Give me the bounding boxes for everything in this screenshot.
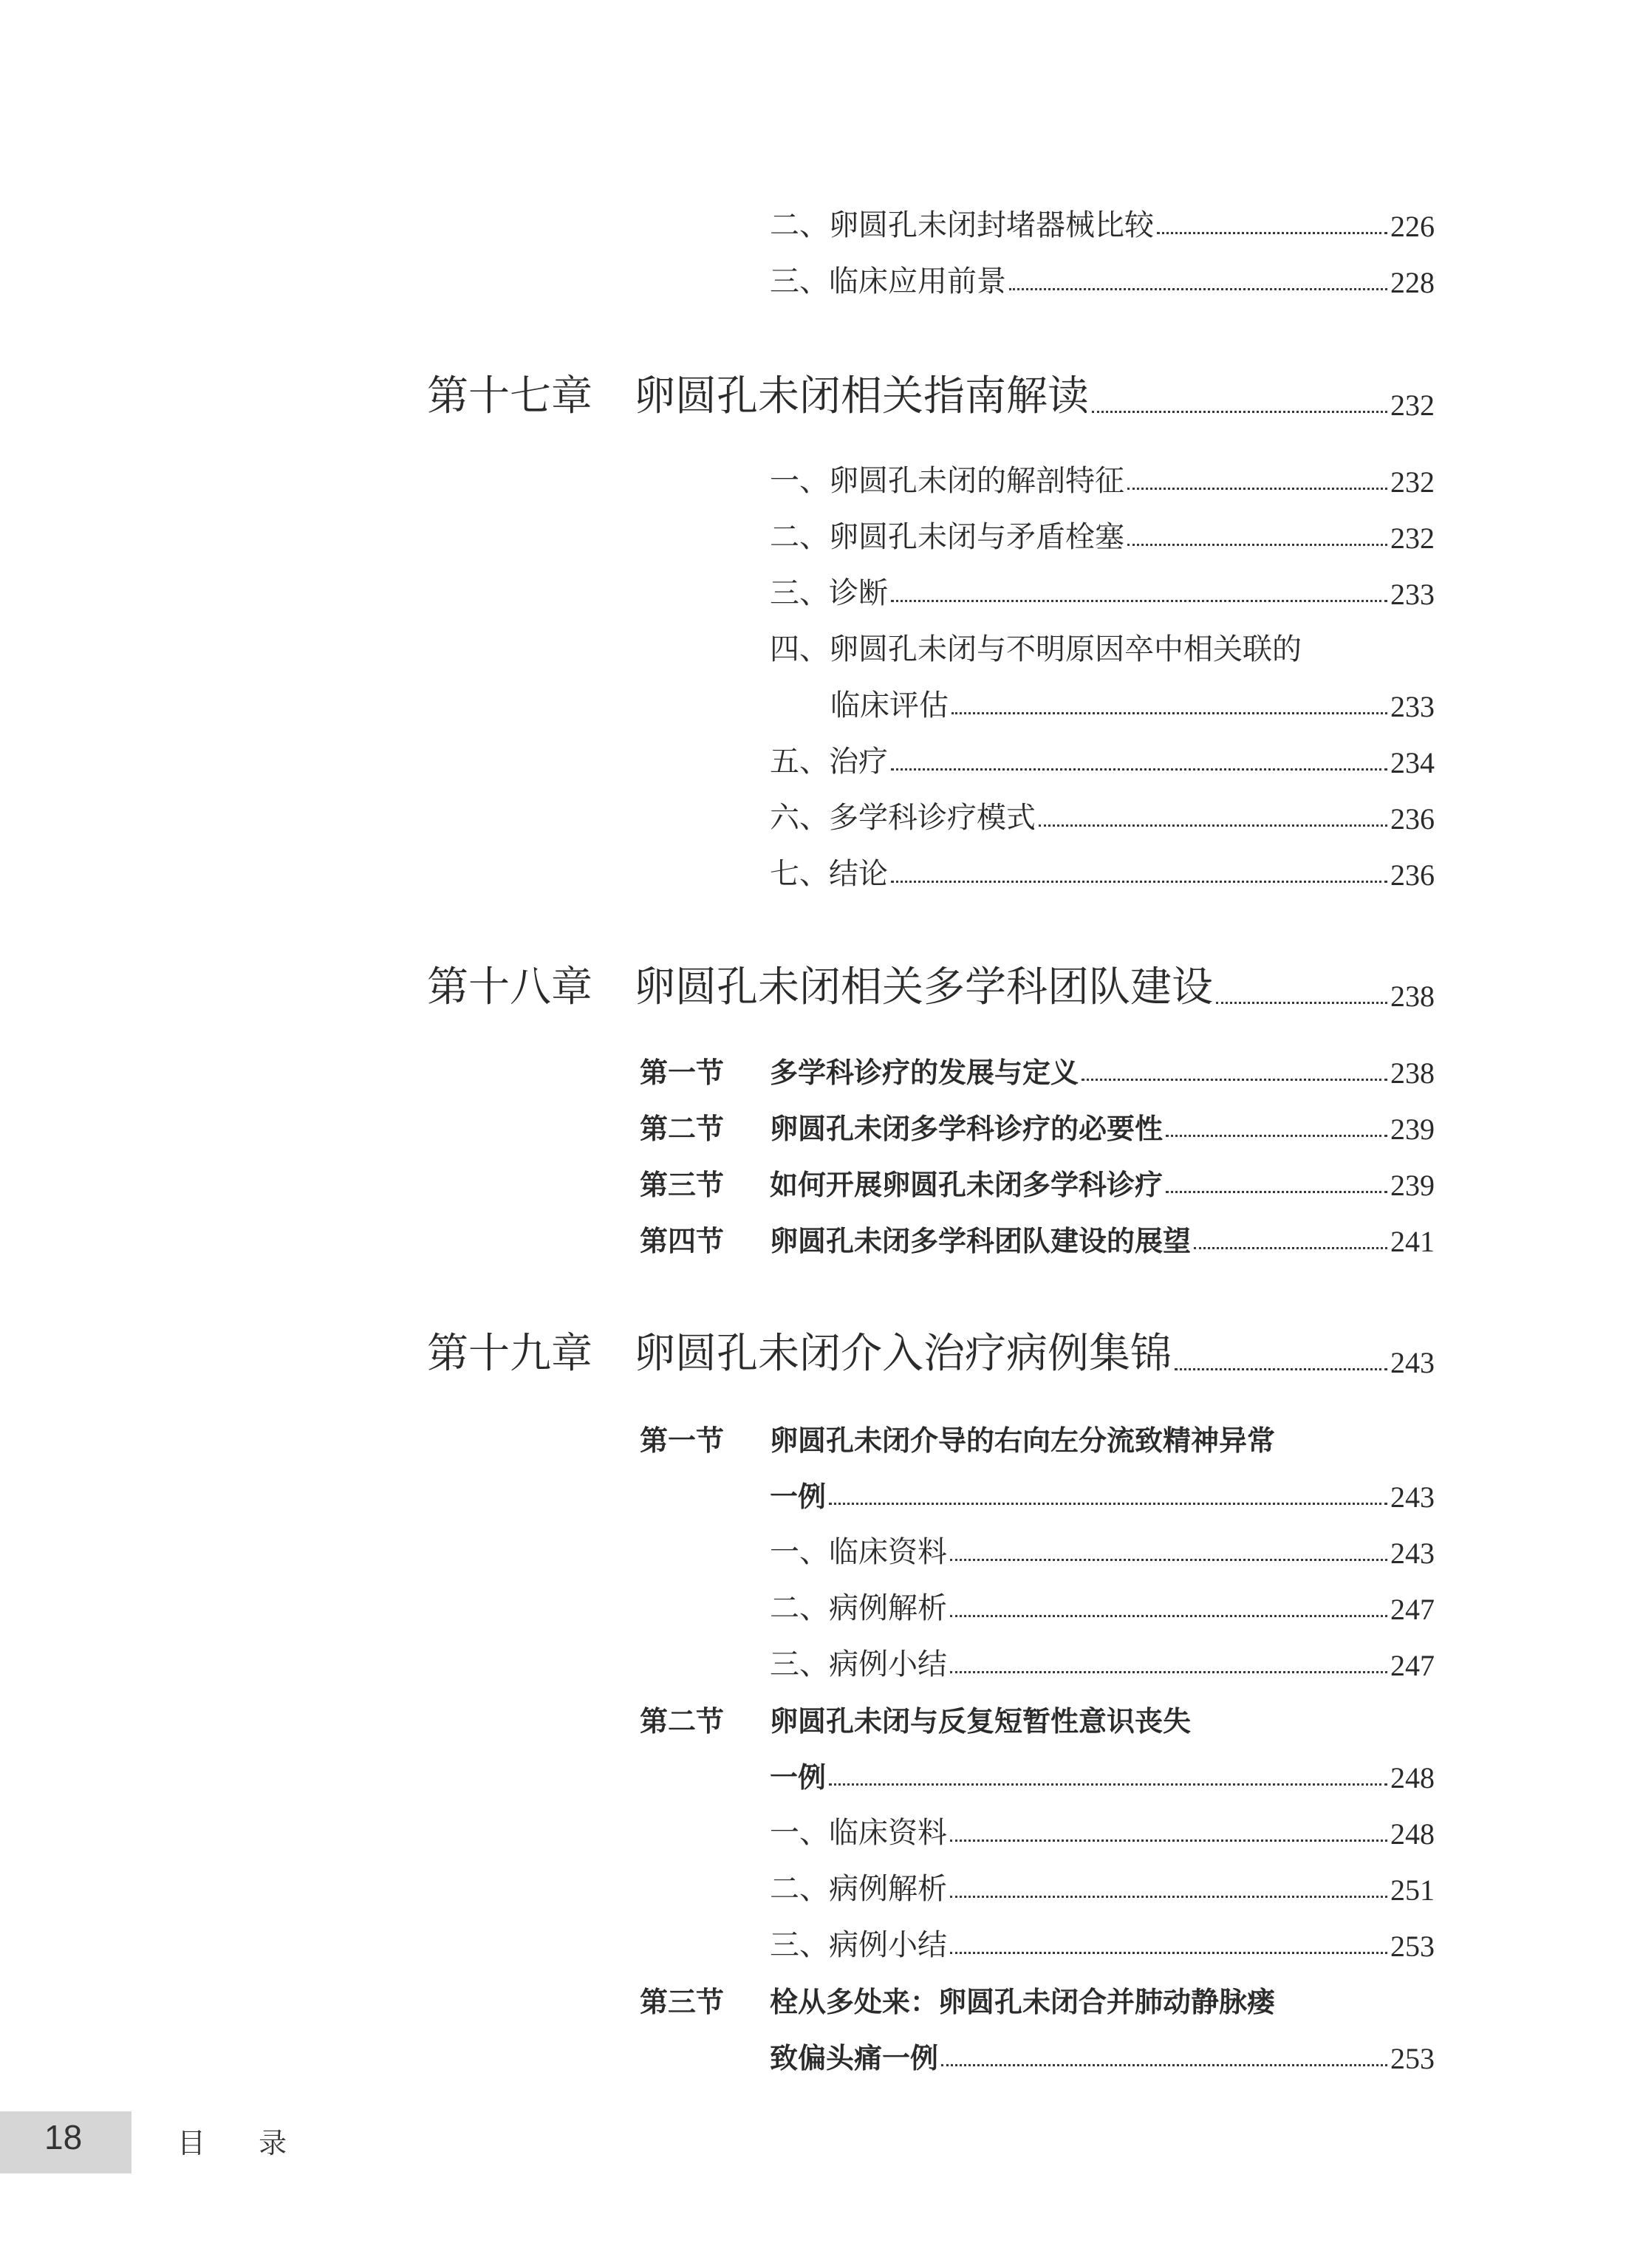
item-title: 病例解析	[829, 1591, 947, 1625]
dot-leader	[1039, 824, 1387, 827]
page-number: 247	[1390, 1593, 1435, 1626]
item-label: 二、	[770, 1591, 829, 1625]
item-title: 临床资料	[829, 1816, 947, 1850]
item-label: 三、	[770, 1647, 829, 1681]
toc-chapter	[427, 1324, 1435, 1380]
dot-leader	[1127, 488, 1387, 490]
page-number: 243	[1390, 1480, 1435, 1514]
page-number: 241	[1390, 1225, 1435, 1258]
page-number: 238	[1390, 1056, 1435, 1090]
item-label: 二、	[770, 1872, 829, 1906]
dot-leader	[829, 1783, 1387, 1786]
toc-item	[770, 1922, 1435, 1964]
item-title: 结论	[829, 857, 888, 891]
section-title: 卵圆孔未闭介导的右向左分流致精神异常	[770, 1424, 1276, 1457]
footer-page-number: 18	[44, 2118, 83, 2156]
item-label: 一、	[770, 1816, 829, 1850]
item-label: 四、	[770, 632, 829, 666]
toc-item	[770, 458, 1435, 499]
item-label: 七、	[770, 857, 829, 891]
page-number: 233	[1390, 578, 1435, 611]
page-number: 239	[1390, 1113, 1435, 1146]
dot-leader	[1092, 411, 1387, 413]
dot-leader	[950, 1615, 1387, 1617]
toc-item	[770, 1810, 1435, 1851]
item-label: 一、	[770, 1535, 829, 1569]
dot-leader	[1166, 1135, 1387, 1137]
footer-section-label: 目 录	[177, 2127, 310, 2159]
toc-item	[770, 1642, 1435, 1683]
page-number: 248	[1390, 1817, 1435, 1851]
toc-item	[770, 1529, 1435, 1571]
item-label: 三、	[770, 264, 829, 298]
section-label: 第二节	[640, 1705, 725, 1738]
item-title: 卵圆孔未闭封堵器械比较	[829, 208, 1154, 242]
toc-section-continuation	[770, 1473, 1435, 1514]
item-title: 临床应用前景	[829, 264, 1006, 298]
page-number: 236	[1390, 858, 1435, 892]
dot-leader	[891, 881, 1387, 883]
toc-section	[640, 1217, 1435, 1259]
section-label: 第三节	[640, 1169, 725, 1201]
toc-item	[770, 570, 1435, 612]
section-title: 卵圆孔未闭多学科团队建设的展望	[770, 1225, 1192, 1257]
dot-leader	[951, 712, 1387, 714]
toc-item	[770, 1585, 1435, 1627]
page-number: 253	[1390, 2042, 1435, 2075]
page-number: 239	[1390, 1169, 1435, 1202]
item-label: 二、	[770, 208, 829, 242]
item-label: 二、	[770, 520, 829, 554]
dot-leader	[950, 1559, 1387, 1561]
toc-item	[770, 514, 1435, 556]
section-label: 第三节	[640, 1986, 725, 2018]
toc-item	[770, 1866, 1435, 1907]
dot-leader	[941, 2064, 1387, 2066]
dot-leader	[950, 1952, 1387, 1954]
section-label: 第四节	[640, 1225, 725, 1257]
dot-leader	[1216, 1002, 1387, 1004]
page-number: 251	[1390, 1874, 1435, 1907]
item-title: 病例小结	[829, 1647, 947, 1681]
page-number: 247	[1390, 1649, 1435, 1682]
toc-section	[640, 1105, 1435, 1147]
chapter-label: 第十九章	[427, 1330, 592, 1378]
chapter-label: 第十七章	[427, 372, 592, 420]
item-title: 临床评估	[830, 689, 949, 723]
item-title: 卵圆孔未闭的解剖特征	[829, 464, 1124, 498]
toc-section	[640, 1978, 1435, 2020]
item-label: 三、	[770, 1928, 829, 1962]
dot-leader	[950, 1840, 1387, 1842]
dot-leader	[950, 1896, 1387, 1898]
chapter-title: 卵圆孔未闭相关指南解读	[634, 372, 1089, 420]
toc-item	[770, 202, 1435, 244]
section-label: 第一节	[640, 1424, 725, 1457]
section-title: 一例	[770, 1761, 827, 1794]
toc-section	[640, 1049, 1435, 1090]
page-number: 253	[1390, 1930, 1435, 1963]
page-number: 228	[1390, 266, 1435, 299]
toc-section	[640, 1698, 1435, 1739]
item-title: 临床资料	[829, 1535, 947, 1569]
item-label: 三、	[770, 576, 829, 610]
dot-leader	[1127, 544, 1387, 546]
section-title: 致偏头痛一例	[770, 2042, 939, 2074]
page-number: 232	[1390, 522, 1435, 555]
section-title: 卵圆孔未闭与反复短暂性意识丧失	[770, 1705, 1192, 1738]
toc-section	[640, 1417, 1435, 1458]
section-label: 第一节	[640, 1056, 725, 1089]
dot-leader	[891, 768, 1387, 771]
toc-chapter	[427, 366, 1435, 423]
page-number: 226	[1390, 210, 1435, 243]
page-number: 232	[1390, 465, 1435, 499]
chapter-label: 第十八章	[427, 963, 592, 1011]
page-number: 232	[1390, 389, 1435, 422]
dot-leader	[1009, 288, 1387, 290]
dot-leader	[1166, 1191, 1387, 1193]
section-title: 卵圆孔未闭多学科诊疗的必要性	[770, 1113, 1164, 1145]
section-title: 一例	[770, 1480, 827, 1513]
section-title: 多学科诊疗的发展与定义	[770, 1056, 1079, 1089]
page-number: 248	[1390, 1761, 1435, 1794]
section-title: 栓从多处来：卵圆孔未闭合并肺动静脉瘘	[770, 1986, 1276, 2018]
page-number: 243	[1390, 1346, 1435, 1379]
page-number: 238	[1390, 980, 1435, 1013]
dot-leader	[891, 600, 1387, 602]
page-number: 243	[1390, 1537, 1435, 1570]
toc-item	[770, 626, 1435, 668]
dot-leader	[950, 1671, 1387, 1673]
toc-section-continuation	[770, 1754, 1435, 1795]
toc-section	[640, 1161, 1435, 1203]
dot-leader	[1194, 1247, 1387, 1249]
dot-leader	[1082, 1079, 1387, 1081]
item-title: 卵圆孔未闭与矛盾栓塞	[829, 520, 1124, 554]
item-label: 一、	[770, 464, 829, 498]
item-title: 病例小结	[829, 1928, 947, 1962]
page-number: 233	[1390, 690, 1435, 723]
chapter-title: 卵圆孔未闭介入治疗病例集锦	[634, 1330, 1172, 1378]
toc-item-continuation	[830, 683, 1435, 724]
toc-chapter	[427, 957, 1435, 1014]
page-number: 236	[1390, 802, 1435, 836]
toc-item	[770, 739, 1435, 780]
dot-leader	[1175, 1368, 1387, 1370]
item-title: 多学科诊疗模式	[829, 801, 1036, 835]
toc-item	[770, 851, 1435, 892]
chapter-title: 卵圆孔未闭相关多学科团队建设	[634, 963, 1213, 1011]
dot-leader	[1157, 232, 1387, 234]
toc-section-continuation	[770, 2035, 1435, 2076]
section-title: 如何开展卵圆孔未闭多学科诊疗	[770, 1169, 1164, 1201]
page-number: 234	[1390, 746, 1435, 779]
section-label: 第二节	[640, 1113, 725, 1145]
item-title: 治疗	[829, 745, 888, 779]
item-title: 卵圆孔未闭与不明原因卒中相关联的	[829, 632, 1302, 666]
item-label: 五、	[770, 745, 829, 779]
dot-leader	[829, 1503, 1387, 1505]
toc-item	[770, 259, 1435, 300]
toc-item	[770, 795, 1435, 836]
item-label: 六、	[770, 801, 829, 835]
item-title: 诊断	[829, 576, 888, 610]
item-title: 病例解析	[829, 1872, 947, 1906]
